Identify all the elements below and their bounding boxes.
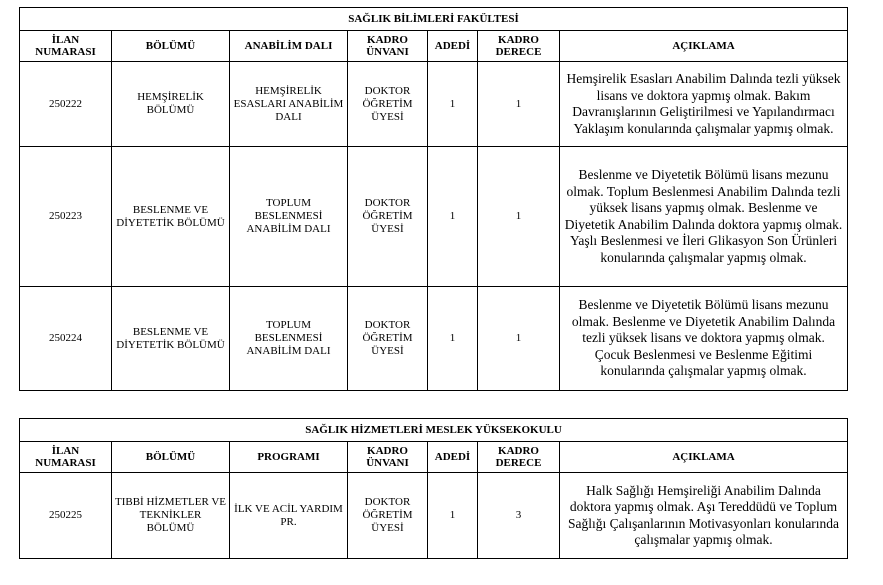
section-title: SAĞLIK HİZMETLERİ MESLEK YÜKSEKOKULU <box>20 419 848 442</box>
table-row <box>20 473 848 559</box>
section-title: SAĞLIK BİLİMLERİ FAKÜLTESİ <box>20 8 848 31</box>
division: TOPLUM BESLENMESİ ANABİLİM DALI <box>230 147 348 287</box>
position-title: DOKTOR ÖĞRETİM ÜYESİ <box>348 287 428 391</box>
program: İLK VE ACİL YARDIM PR. <box>230 473 348 559</box>
ilan-number: 250222 <box>20 62 112 147</box>
degree: 1 <box>478 147 560 287</box>
faculty-table <box>19 7 848 391</box>
quantity: 1 <box>428 62 478 147</box>
header-kadro-unvani: KADRO ÜNVANI <box>348 442 428 473</box>
quantity: 1 <box>428 287 478 391</box>
division: TOPLUM BESLENMESİ ANABİLİM DALI <box>230 287 348 391</box>
header-row <box>20 31 848 62</box>
department: BESLENME VE DİYETETİK BÖLÜMÜ <box>112 287 230 391</box>
description: Halk Sağlığı Hemşireliği Anabilim Dalında doktora yapmış olmak. Aşı Tereddüdü ve Toplum Sağlığı Çalışanlarının Motivasyonları konularında çalışmalar yapmış olmak. <box>560 473 848 559</box>
description: Beslenme ve Diyetetik Bölümü lisans mezunu olmak. Toplum Beslenmesi Anabilim Dalında tezli yüksek lisans yapmış olmak. Beslenme ve Diyetetik Anabilim Dalında doktora yapmış olmak. Yaşlı Beslenmesi ve İleri Glikasyon Son Ürünleri konularında çalışmalar yapmış olmak. <box>560 147 848 287</box>
header-anabilim: ANABİLİM DALI <box>230 31 348 62</box>
table-row <box>20 287 848 391</box>
position-title: DOKTOR ÖĞRETİM ÜYESİ <box>348 473 428 559</box>
description: Beslenme ve Diyetetik Bölümü lisans mezunu olmak. Beslenme ve Diyetetik Anabilim Dalında tezli yüksek lisans ve doktora yapmış olmak. Çocuk Beslenmesi ve Beslenme Eğitimi konularında çalışmalar yapmış olmak. <box>560 287 848 391</box>
header-kadro-derece: KADRO DERECE <box>478 442 560 473</box>
header-bolum: BÖLÜMÜ <box>112 442 230 473</box>
header-aciklama: AÇIKLAMA <box>560 442 848 473</box>
position-title: DOKTOR ÖĞRETİM ÜYESİ <box>348 62 428 147</box>
vocational-school-table <box>19 418 848 559</box>
ilan-number: 250224 <box>20 287 112 391</box>
header-row <box>20 442 848 473</box>
department: BESLENME VE DİYETETİK BÖLÜMÜ <box>112 147 230 287</box>
quantity: 1 <box>428 473 478 559</box>
department: TIBBİ HİZMETLER VE TEKNİKLER BÖLÜMÜ <box>112 473 230 559</box>
header-bolum: BÖLÜMÜ <box>112 31 230 62</box>
ilan-number: 250225 <box>20 473 112 559</box>
division: HEMŞİRELİK ESASLARI ANABİLİM DALI <box>230 62 348 147</box>
header-ilan: İLAN NUMARASI <box>20 442 112 473</box>
degree: 1 <box>478 62 560 147</box>
table-row <box>20 147 848 287</box>
department: HEMŞİRELİK BÖLÜMÜ <box>112 62 230 147</box>
header-aciklama: AÇIKLAMA <box>560 31 848 62</box>
ilan-number: 250223 <box>20 147 112 287</box>
description: Hemşirelik Esasları Anabilim Dalında tezli yüksek lisans ve doktora yapmış olmak. Bakım Davranışlarının Geliştirilmesi ve Yapılandırmacı Yaklaşım konularında çalışmalar yapmış olmak. <box>560 62 848 147</box>
degree: 3 <box>478 473 560 559</box>
degree: 1 <box>478 287 560 391</box>
header-adedi: ADEDİ <box>428 442 478 473</box>
table-row <box>20 62 848 147</box>
header-kadro-unvani: KADRO ÜNVANI <box>348 31 428 62</box>
header-kadro-derece: KADRO DERECE <box>478 31 560 62</box>
quantity: 1 <box>428 147 478 287</box>
position-title: DOKTOR ÖĞRETİM ÜYESİ <box>348 147 428 287</box>
header-adedi: ADEDİ <box>428 31 478 62</box>
header-ilan: İLAN NUMARASI <box>20 31 112 62</box>
header-program: PROGRAMI <box>230 442 348 473</box>
